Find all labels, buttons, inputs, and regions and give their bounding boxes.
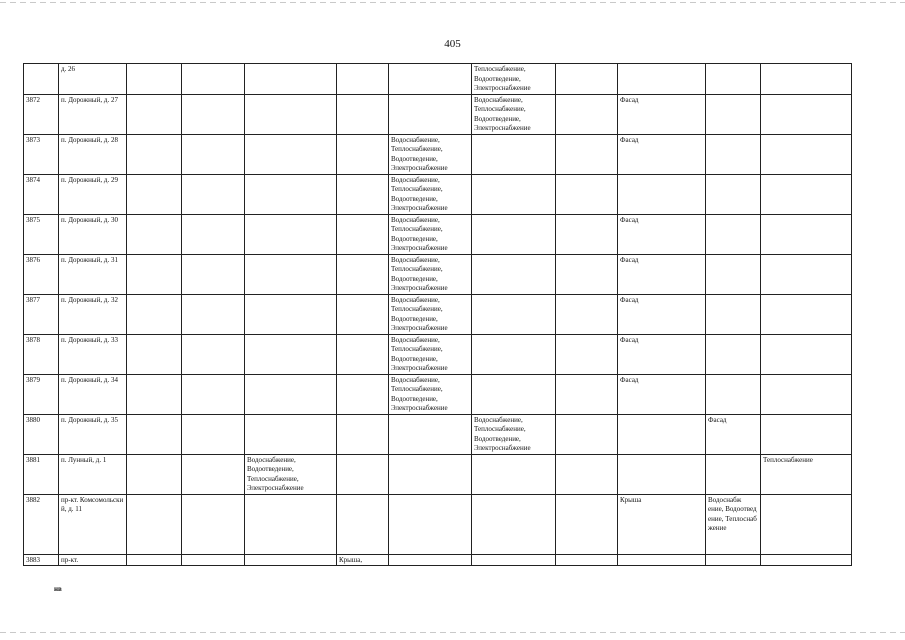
page-number: 405 [444, 38, 461, 50]
table-row [24, 494, 852, 554]
table-cell: Водоснабжение, Теплоснабжение, Водоотведение, Электроснабжение [472, 94, 556, 134]
table-cell [337, 64, 389, 95]
table-cell [182, 494, 245, 554]
table-cell [127, 454, 182, 494]
table-cell: Крыша [618, 494, 706, 554]
address-cell: п. Дорожный, д. 34 [59, 374, 127, 414]
table-cell [245, 64, 337, 95]
table-cell [127, 134, 182, 174]
table-cell: Водоснабжение, Теплоснабжение, Водоотведение, Электроснабжение [389, 134, 472, 174]
table-cell: Фасад [706, 414, 761, 454]
table-cell [127, 414, 182, 454]
address-cell: п. Дорожный, д. 27 [59, 94, 127, 134]
table-cell [182, 174, 245, 214]
table-cell [706, 134, 761, 174]
address-cell: п. Дорожный, д. 35 [59, 414, 127, 454]
table-row [24, 134, 852, 174]
address-cell: п. Дорожный, д. 30 [59, 214, 127, 254]
table-cell [556, 334, 618, 374]
table-cell [127, 554, 182, 566]
table-cell [472, 334, 556, 374]
table-cell [389, 554, 472, 566]
table-cell [182, 414, 245, 454]
table-cell [389, 94, 472, 134]
row-number-cell: 3878 [24, 334, 59, 374]
table-cell: Водоснабжение, Водоотведение, Теплоснабжение, Электроснабжение [245, 454, 337, 494]
table-cell [618, 64, 706, 95]
table-cell [127, 94, 182, 134]
table-cell [761, 94, 852, 134]
table-cell [761, 254, 852, 294]
table-cell [706, 374, 761, 414]
table-cell [182, 374, 245, 414]
table-cell [761, 174, 852, 214]
table-cell [127, 174, 182, 214]
table-cell: Фасад [618, 294, 706, 334]
table-cell [389, 64, 472, 95]
registry-table [23, 63, 852, 566]
table-cell [127, 374, 182, 414]
table-cell [337, 414, 389, 454]
table-cell [127, 64, 182, 95]
table-cell [337, 134, 389, 174]
address-cell: п. Дорожный, д. 31 [59, 254, 127, 294]
address-cell: п. Лунный, д. 1 [59, 454, 127, 494]
table-cell [556, 494, 618, 554]
table-cell [389, 494, 472, 554]
table-cell [472, 554, 556, 566]
table-cell [761, 494, 852, 554]
table-row [24, 374, 852, 414]
table-cell: Водоснабжение, Теплоснабжение, Водоотведение, Электроснабжение [389, 214, 472, 254]
table-cell [761, 374, 852, 414]
row-number-cell: 3872 [24, 94, 59, 134]
table-cell [556, 214, 618, 254]
table-cell [472, 454, 556, 494]
table-cell [127, 294, 182, 334]
table-row [24, 454, 852, 494]
row-number-cell: 3881 [24, 454, 59, 494]
table-cell [618, 174, 706, 214]
address-cell: п. Дорожный, д. 29 [59, 174, 127, 214]
table-cell [245, 374, 337, 414]
table-cell [337, 334, 389, 374]
address-cell: п. Дорожный, д. 33 [59, 334, 127, 374]
table-cell [556, 94, 618, 134]
table-cell [556, 554, 618, 566]
table-cell: Фасад [618, 134, 706, 174]
table-cell [337, 294, 389, 334]
table-cell: Фасад [618, 254, 706, 294]
table-cell [618, 554, 706, 566]
table-cell [245, 254, 337, 294]
table-cell [556, 134, 618, 174]
table-cell [761, 414, 852, 454]
table-cell [556, 174, 618, 214]
table-row [24, 294, 852, 334]
table-cell [472, 134, 556, 174]
table-cell [245, 294, 337, 334]
table-cell [245, 174, 337, 214]
row-number-cell: 3873 [24, 134, 59, 174]
row-number-cell: 3875 [24, 214, 59, 254]
table-cell: Фасад [618, 334, 706, 374]
table-cell [706, 554, 761, 566]
table-cell [127, 494, 182, 554]
table-cell [706, 94, 761, 134]
table-cell [472, 214, 556, 254]
row-number-cell: 3882 [24, 494, 59, 554]
table-cell [337, 454, 389, 494]
table-cell [472, 174, 556, 214]
table-cell: Водоснабж ение, Водоотвед ение, Теплоснаб жение [706, 494, 761, 554]
row-number-cell: 3880 [24, 414, 59, 454]
table-cell: Фасад [618, 374, 706, 414]
address-cell: пр-кт. Комсомольски й, д. 11 [59, 494, 127, 554]
table-cell: Фасад [618, 94, 706, 134]
table-cell [182, 94, 245, 134]
table-cell [182, 64, 245, 95]
address-cell: д. 26 [59, 64, 127, 95]
row-number-cell: 3874 [24, 174, 59, 214]
table-cell [127, 334, 182, 374]
table-cell [182, 254, 245, 294]
table-cell [245, 414, 337, 454]
table-cell [618, 454, 706, 494]
table-cell [618, 414, 706, 454]
table-cell [556, 294, 618, 334]
row-number-cell: 3883 [24, 554, 59, 566]
table-cell: Водоснабжение, Теплоснабжение, Водоотведение, Электроснабжение [389, 254, 472, 294]
table-cell: Водоснабжение, Теплоснабжение, Водоотведение, Электроснабжение [389, 294, 472, 334]
table-cell [127, 254, 182, 294]
table-cell [706, 214, 761, 254]
table-cell [556, 374, 618, 414]
table-cell [472, 254, 556, 294]
table-row [24, 414, 852, 454]
table-cell [182, 134, 245, 174]
table-cell [706, 454, 761, 494]
table-cell: Водоснабжение, Теплоснабжение, Водоотведение, Электроснабжение [389, 374, 472, 414]
table-cell [556, 454, 618, 494]
table-cell [706, 334, 761, 374]
table-cell [182, 334, 245, 374]
footer-mark: нв [54, 585, 62, 593]
table-cell [389, 414, 472, 454]
table-cell [182, 294, 245, 334]
table-cell [556, 254, 618, 294]
scan-artifact-bottom [0, 632, 905, 633]
table-cell [245, 134, 337, 174]
table-cell [389, 454, 472, 494]
row-number-cell: 3879 [24, 374, 59, 414]
table-cell [556, 64, 618, 95]
address-cell: п. Дорожный, д. 32 [59, 294, 127, 334]
row-number-cell: 3877 [24, 294, 59, 334]
row-number-cell [24, 64, 59, 95]
table-cell [337, 174, 389, 214]
table-cell: Водоснабжение, Теплоснабжение, Водоотведение, Электроснабжение [472, 414, 556, 454]
address-cell: пр-кт. [59, 554, 127, 566]
row-number-cell: 3876 [24, 254, 59, 294]
table-cell [182, 554, 245, 566]
table-cell [245, 554, 337, 566]
table-cell [472, 374, 556, 414]
table-cell: Фасад [618, 214, 706, 254]
table-cell [182, 214, 245, 254]
address-cell: п. Дорожный, д. 28 [59, 134, 127, 174]
table-cell [556, 414, 618, 454]
table-cell [337, 94, 389, 134]
table-cell [761, 214, 852, 254]
table-row [24, 64, 852, 95]
table-cell [472, 294, 556, 334]
table-cell [761, 294, 852, 334]
table-cell [472, 494, 556, 554]
table-cell: Крыша, [337, 554, 389, 566]
table-cell [761, 64, 852, 95]
table-cell [761, 334, 852, 374]
table-cell: Теплоснабжение [761, 454, 852, 494]
table-cell [761, 134, 852, 174]
table-row [24, 554, 852, 566]
table-cell [706, 294, 761, 334]
table-cell [706, 254, 761, 294]
table-cell [337, 494, 389, 554]
scan-artifact-top [0, 2, 905, 3]
table-cell [245, 94, 337, 134]
table-row [24, 254, 852, 294]
table-cell [245, 334, 337, 374]
table-cell [127, 214, 182, 254]
table-cell [182, 454, 245, 494]
table-cell: Водоснабжение, Теплоснабжение, Водоотведение, Электроснабжение [389, 174, 472, 214]
table-cell [337, 214, 389, 254]
table-row [24, 174, 852, 214]
table-body [24, 64, 852, 566]
table-cell [337, 254, 389, 294]
table-cell [245, 214, 337, 254]
table-cell [245, 494, 337, 554]
table-cell [706, 64, 761, 95]
table-row [24, 94, 852, 134]
table-cell [337, 374, 389, 414]
table-cell [706, 174, 761, 214]
table-cell: Водоснабжение, Теплоснабжение, Водоотведение, Электроснабжение [389, 334, 472, 374]
table-row [24, 214, 852, 254]
table-cell [761, 554, 852, 566]
table-row [24, 334, 852, 374]
table-cell: Теплоснабжение, Водоотведение, Электроснабжение [472, 64, 556, 95]
